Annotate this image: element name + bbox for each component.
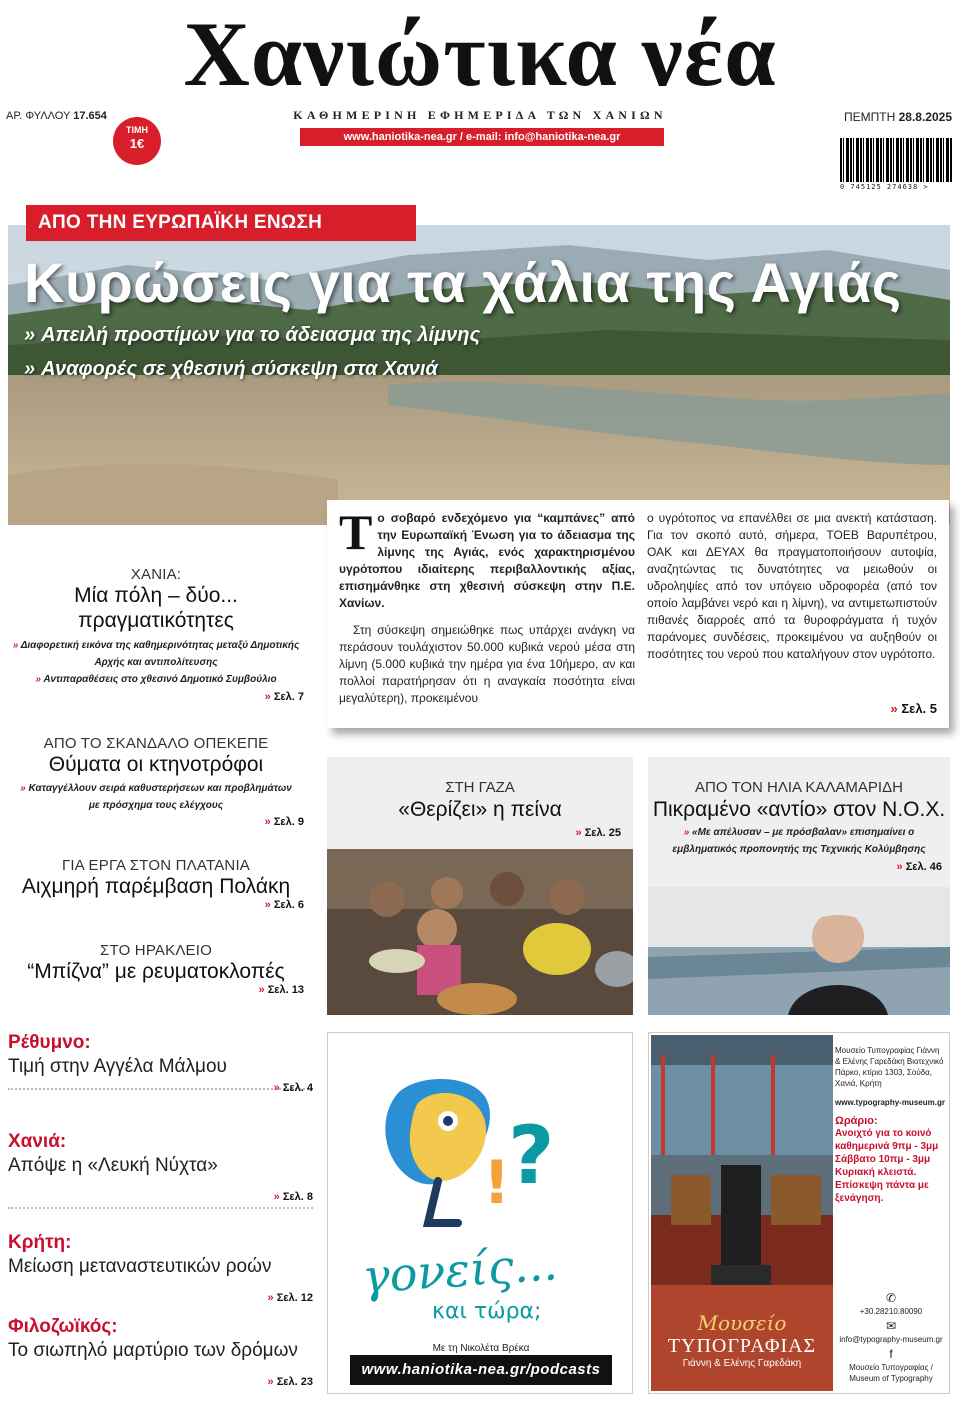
brief-page-ref[interactable]: » Σελ. 12 (267, 1292, 313, 1304)
teaser-title: “Μπίζνα” με ρευματοκλοπές (27, 960, 285, 983)
brief-head: Χανιά: (8, 1131, 67, 1152)
kalamaridis-story[interactable] (648, 757, 950, 1015)
lead-kicker: ΑΠΟ ΤΗΝ ΕΥΡΩΠΑΪΚΗ ΕΝΩΣΗ (26, 205, 416, 241)
brief-page-ref[interactable]: » Σελ. 8 (273, 1191, 313, 1203)
podcast-host: Με τη Νικολέτα Βρέκα (432, 1343, 530, 1354)
teaser-title: Θύματα οι κτηνοτρόφοι (48, 753, 264, 776)
lead-article (327, 500, 949, 728)
museum-info (835, 1045, 947, 1205)
teaser-platanias[interactable] (8, 857, 304, 911)
lead-body-1: Στη σύσκεψη σημειώθηκε πως υπάρχει ανάγκη να περάσουν τουλάχιστον 50.000 κυβικά νερού μέσα στη λίμνη (5.000 κυβικά την ημέρα για ένα 10ήμερο, αν και πολλοί παρατήρησαν ότι η αναγκαία ποσότητα είναι μεγαλύτερη), προκειμένου (339, 623, 635, 705)
teaser-note: » Διαφορετική εικόνα της καθημερινότητας μεταξύ Δημοτικής Αρχής και αντιπολίτευσης (12, 640, 300, 668)
podcast-ad[interactable] (327, 1032, 633, 1394)
price-badge: ΤΙΜΗ 1€ (113, 117, 161, 165)
teaser-title: Μία πόλη – δύο... πραγματικότητες (74, 584, 238, 632)
museum-brand-name: ΤΥΠΟΓΡΑΦΙΑΣ (667, 1335, 817, 1357)
brief-head: Ρέθυμνο: (8, 1032, 91, 1053)
brief-rethymno[interactable] (8, 1032, 313, 1094)
teaser-page-ref[interactable]: » Σελ. 13 (258, 984, 304, 996)
teaser-page-ref[interactable]: » Σελ. 9 (264, 816, 304, 828)
museum-phone[interactable]: +30.28210.80090 (859, 1307, 923, 1316)
gaza-story[interactable] (327, 757, 633, 1015)
website-bar[interactable]: www.haniotika-nea.gr / e-mail: info@haniotika-nea.gr (300, 128, 664, 146)
teaser-title: Αιχμηρή παρέμβαση Πολάκη (21, 875, 291, 898)
barcode-number: 0 745125 274638 > (840, 183, 929, 191)
teaser-chania[interactable] (8, 566, 304, 703)
museum-brand-script: Μουσείο (697, 1311, 787, 1335)
issue-number: ΑΡ. ΦΥΛΛΟΥ 17.654 (6, 110, 107, 122)
issue-date: ΠΕΜΠΤΗ 28.8.2025 (843, 110, 952, 124)
kalamaridis-page-ref[interactable]: » Σελ. 46 (896, 861, 942, 873)
gaza-title: «Θερίζει» η πείνα (398, 798, 562, 821)
kalamaridis-kicker: ΑΠΟ ΤΟΝ ΗΛΙΑ ΚΑΛΑΜΑΡΙΔΗ (695, 779, 903, 796)
brief-text: Απόψε η «Λευκή Νύχτα» (8, 1155, 218, 1176)
teaser-opekepe[interactable] (8, 735, 304, 828)
lead-column-1 (339, 504, 635, 707)
masthead-title: Χανιώτικα νέα (183, 3, 777, 105)
tagline: ΚΑΘΗΜΕΡΙΝΗ ΕΦΗΜΕΡΙΔΑ ΤΩΝ ΧΑΝΙΩΝ (293, 108, 667, 122)
brief-text: Τιμή στην Αγγέλα Μάλμου (8, 1056, 227, 1077)
gaza-page-ref[interactable]: » Σελ. 25 (575, 827, 621, 839)
brief-crete[interactable] (8, 1232, 313, 1304)
lead-headline[interactable]: Κυρώσεις για τα χάλια της Αγιάς (24, 251, 902, 314)
teaser-heraklion[interactable] (8, 942, 304, 996)
gaza-photo (327, 849, 633, 1015)
svg-text:?: ? (508, 1109, 555, 1202)
lead-paragraph: ο σοβαρό ενδεχόμενο για “καμπάνες” από την Ευρωπαϊκή Ένωση για το άδειασμα της λίμνης της Αγιάς, ενός χαρακτηρισμένου υγρότοπου ιδιαίτερης περιβαλλοντικής αξίας, επισημάνθηκε στη χθεσινή σύσκεψη στην Π.Ε. Χανίων. (339, 511, 635, 610)
museum-ad[interactable] (648, 1032, 950, 1394)
svg-text:!: ! (483, 1148, 511, 1218)
brief-filozoikos[interactable] (8, 1316, 313, 1388)
museum-brand-owners: Γιάννη & Ελένης Γαρεδάκη (682, 1358, 802, 1369)
teaser-kicker: ΣΤΟ ΗΡΑΚΛΕΙΟ (100, 942, 212, 959)
podcast-microphone-icon (368, 1073, 568, 1243)
lead-subhead-1: » Απειλή προστίμων για το άδειασμα της λίμνης (24, 324, 481, 346)
teaser-kicker: ΧΑΝΙΑ: (130, 566, 182, 583)
museum-website[interactable]: www.typography-museum.gr (835, 1098, 945, 1107)
podcast-url[interactable]: www.haniotika-nea.gr/podcasts (350, 1355, 612, 1385)
brief-text: Το σιωπηλό μαρτύριο των δρόμων (8, 1340, 298, 1361)
teaser-page-ref[interactable]: » Σελ. 6 (264, 899, 304, 911)
phone-icon: ✆ (885, 1291, 897, 1305)
brief-text: Μείωση μεταναστευτικών ροών (8, 1256, 272, 1277)
teaser-page-ref[interactable]: » Σελ. 7 (264, 691, 304, 703)
lead-column-2 (647, 510, 937, 663)
gaza-kicker: ΣΤΗ ΓΑΖΑ (445, 779, 515, 796)
facebook-icon: f (889, 1347, 893, 1361)
teaser-note: » Καταγγέλλουν σειρά καθυστερήσεων και προβλημάτων με πρόσχημα τους ελέγχους (20, 783, 292, 811)
museum-brand (651, 1311, 833, 1369)
brief-divider (8, 1207, 313, 1209)
mail-icon: ✉ (885, 1319, 897, 1333)
museum-hours: Ανοιχτό για το κοινό καθημερινά 9πμ - 3μμ Σάββατο 10πμ - 3μμ Κυριακή κλειστά. Επίσκεψη πάντα με ξενάγηση. (835, 1128, 939, 1204)
kalamaridis-title: Πικραμένο «αντίο» στον Ν.Ο.Χ. (652, 798, 946, 821)
museum-contact (835, 1289, 947, 1384)
teaser-kicker: ΓΙΑ ΕΡΓΑ ΣΤΟΝ ΠΛΑΤΑΝΙΑ (61, 857, 251, 874)
brief-chania[interactable] (8, 1131, 313, 1209)
drop-cap: Τ (339, 504, 373, 560)
lead-page-ref[interactable]: » Σελ. 5 (890, 701, 937, 716)
podcast-title: γονείς... (360, 1236, 560, 1304)
kalamaridis-photo (648, 887, 950, 1015)
lead-body-2: ο υγρότοπος να επανέλθει σε μια ανεκτή κατάσταση. Για τον σκοπό αυτό, σήμερα, ΤΟΕΒ Βαρυπέτρου, ΟΑΚ και ΔΕΥΑΧ θα πραγματοποιήσουν αυτοψία, αναζητώντας τις δυνατότητες να μειωθούν οι υδροληψίες από τον υπόγειο υδροφορέα (από τον οποίο λαμβάνει νερό και η λίμνη), να αντιμετωπιστούν πιθανές διαρροές από τα θυροφράγματα ή τυχόν παράνομες συνδέσεις, προκειμένου να αυξηθούν οι ποσότητες του νερού που καταλήγουν στον υγρότοπο. (647, 511, 937, 661)
lead-subhead-2: » Αναφορές σε χθεσινή σύσκεψη στα Χανιά (24, 358, 438, 380)
museum-address: Μουσείο Τυπογραφίας Γιάννη & Ελένης Γαρεδάκη Βιοτεχνικό Πάρκο, κτίριο 1303, Σούδα, Χανιά, Κρήτη (835, 1046, 944, 1088)
brief-page-ref[interactable]: » Σελ. 23 (267, 1376, 313, 1388)
brief-page-ref[interactable]: » Σελ. 4 (273, 1082, 313, 1094)
brief-head: Φιλοζωϊκός: (8, 1316, 118, 1337)
museum-facebook[interactable]: Μουσείο Τυπογραφίας / Museum of Typography (849, 1363, 933, 1383)
podcast-subtitle: και τώρα; (432, 1299, 542, 1324)
teaser-kicker: ΑΠΟ ΤΟ ΣΚΑΝΔΑΛΟ ΟΠΕΚΕΠΕ (43, 735, 269, 752)
barcode (840, 138, 952, 198)
kalamaridis-note: » «Με απέλυσαν – με πρόσβαλαν» επισημαίνει ο εμβληματικός προπονητής της Τεχνικής Κολύμβησης (672, 827, 926, 855)
barcode-bars (840, 138, 952, 182)
museum-email[interactable]: info@typography-museum.gr (839, 1335, 943, 1344)
museum-hours-head: Ωράριο: (835, 1115, 878, 1127)
teaser-note: » Αντιπαραθέσεις στο χθεσινό Δημοτικό Συμβούλιο (35, 674, 277, 685)
brief-head: Κρήτη: (8, 1232, 72, 1253)
